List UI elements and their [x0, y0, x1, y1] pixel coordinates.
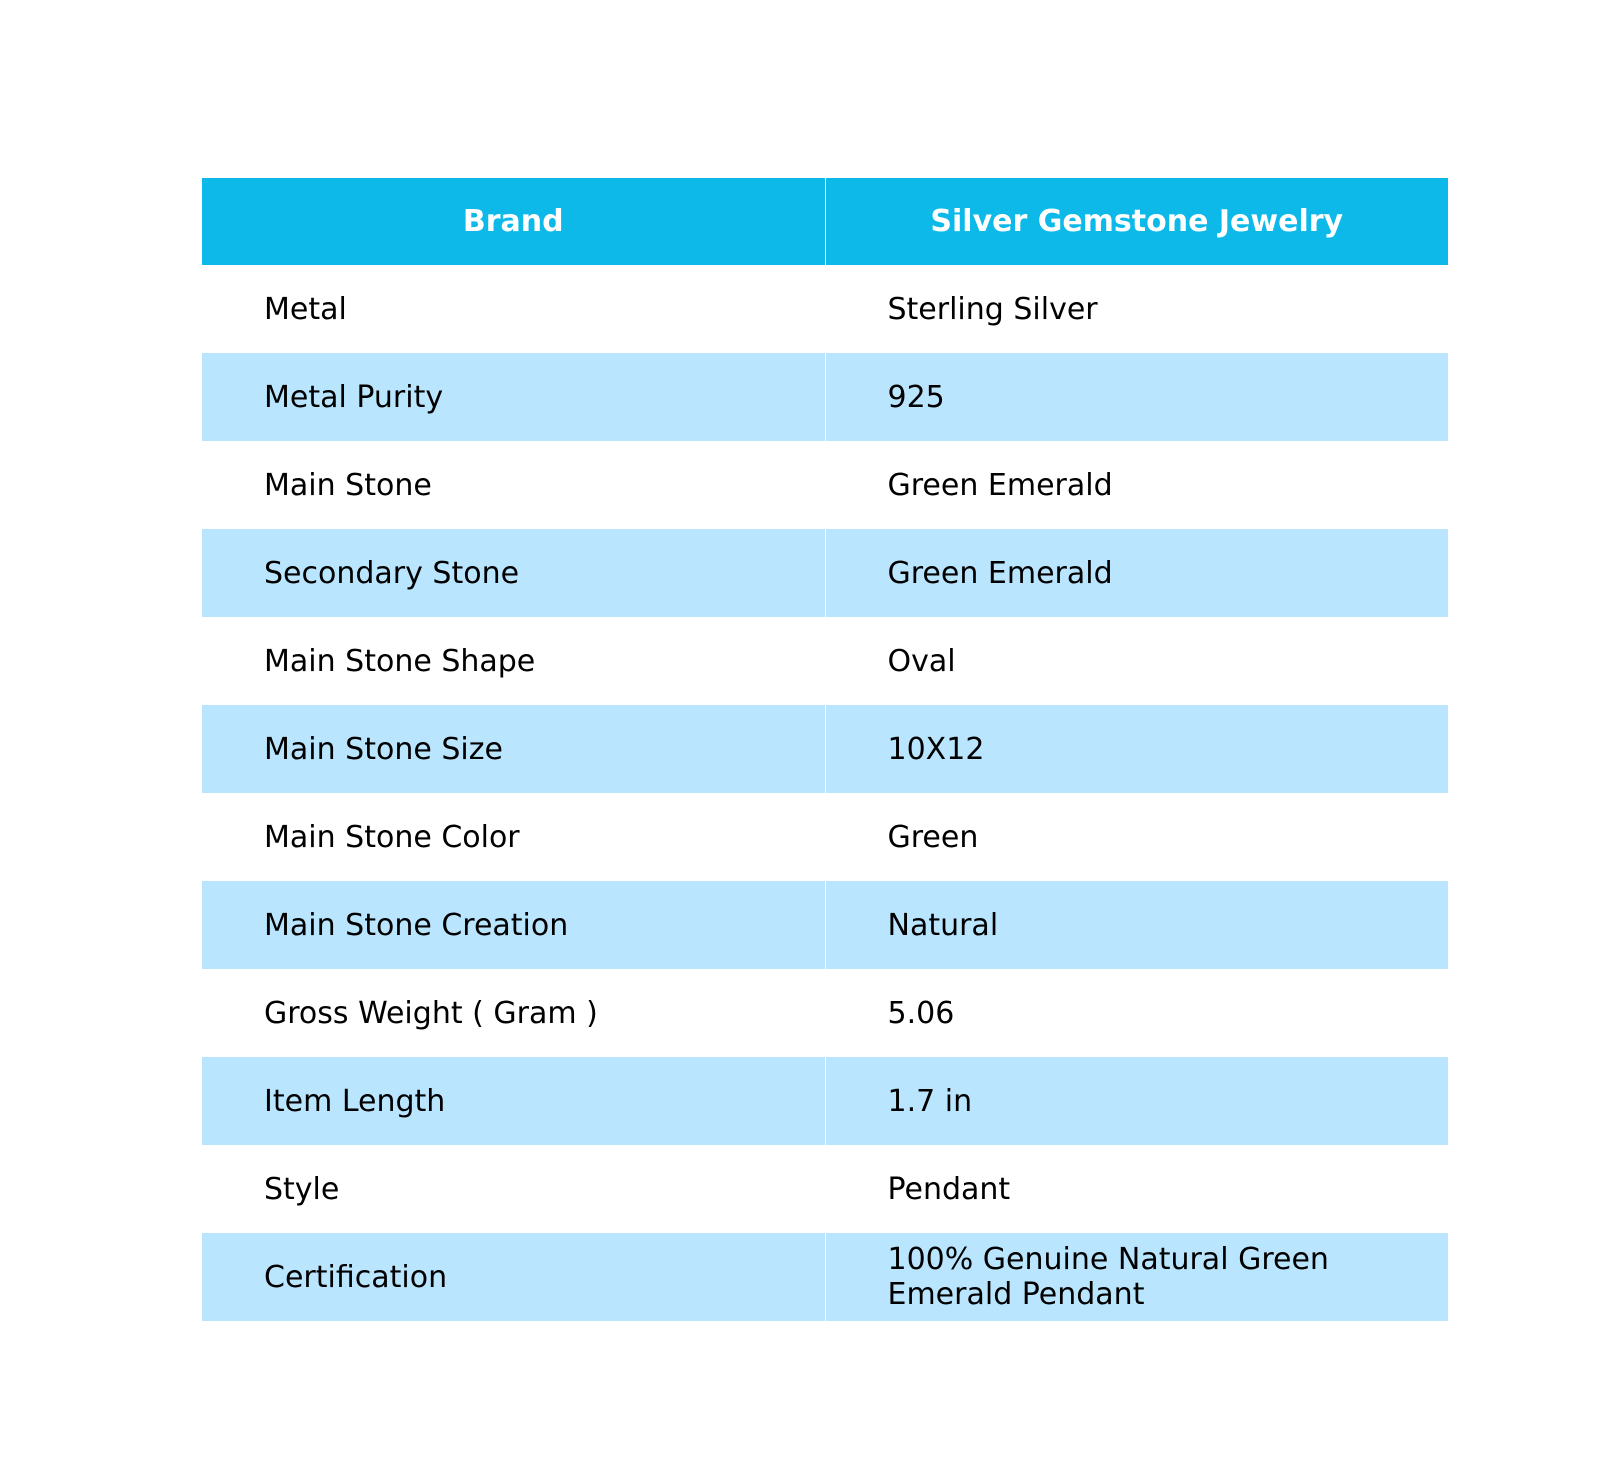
row-value: Green [825, 793, 1448, 881]
table-body [202, 265, 1448, 1321]
table-row [202, 793, 1448, 881]
row-label: Item Length [264, 1083, 446, 1119]
row-label: Certification [264, 1259, 448, 1295]
table-row [202, 969, 1448, 1057]
row-label: Metal [264, 291, 347, 327]
table-header [202, 178, 1448, 265]
row-value: Green Emerald [825, 529, 1448, 617]
table-row [202, 617, 1448, 705]
row-value: 5.06 [825, 969, 1448, 1057]
row-value: Green Emerald [825, 441, 1448, 529]
table-row [202, 1057, 1448, 1145]
row-label: Main Stone [264, 467, 432, 503]
row-label: Metal Purity [264, 379, 444, 415]
row-label: Gross Weight ( Gram ) [264, 995, 598, 1031]
product-spec-table [202, 178, 1448, 1321]
row-value: 100% Genuine Natural Green Emerald Pendant [825, 1233, 1448, 1321]
row-value: 1.7 in [825, 1057, 1448, 1145]
row-value: Natural [825, 881, 1448, 969]
table-row [202, 529, 1448, 617]
row-label: Main Stone Creation [264, 907, 569, 943]
table-row [202, 353, 1448, 441]
table-row [202, 1145, 1448, 1233]
row-label: Secondary Stone [264, 555, 520, 591]
table-row [202, 881, 1448, 969]
header-label-cell: Brand [202, 178, 825, 265]
header-value-cell: Silver Gemstone Jewelry [825, 178, 1448, 265]
row-label: Main Stone Size [264, 731, 503, 767]
row-label: Style [264, 1171, 340, 1207]
table-row [202, 705, 1448, 793]
header-row [202, 178, 1448, 265]
row-label: Main Stone Shape [264, 643, 536, 679]
row-value: Oval [825, 617, 1448, 705]
table-row [202, 441, 1448, 529]
table-row [202, 1233, 1448, 1321]
row-label: Main Stone Color [264, 819, 520, 855]
row-value: 10X12 [825, 705, 1448, 793]
row-value: 925 [825, 353, 1448, 441]
row-value: Sterling Silver [825, 265, 1448, 353]
table-row [202, 265, 1448, 353]
row-value: Pendant [825, 1145, 1448, 1233]
